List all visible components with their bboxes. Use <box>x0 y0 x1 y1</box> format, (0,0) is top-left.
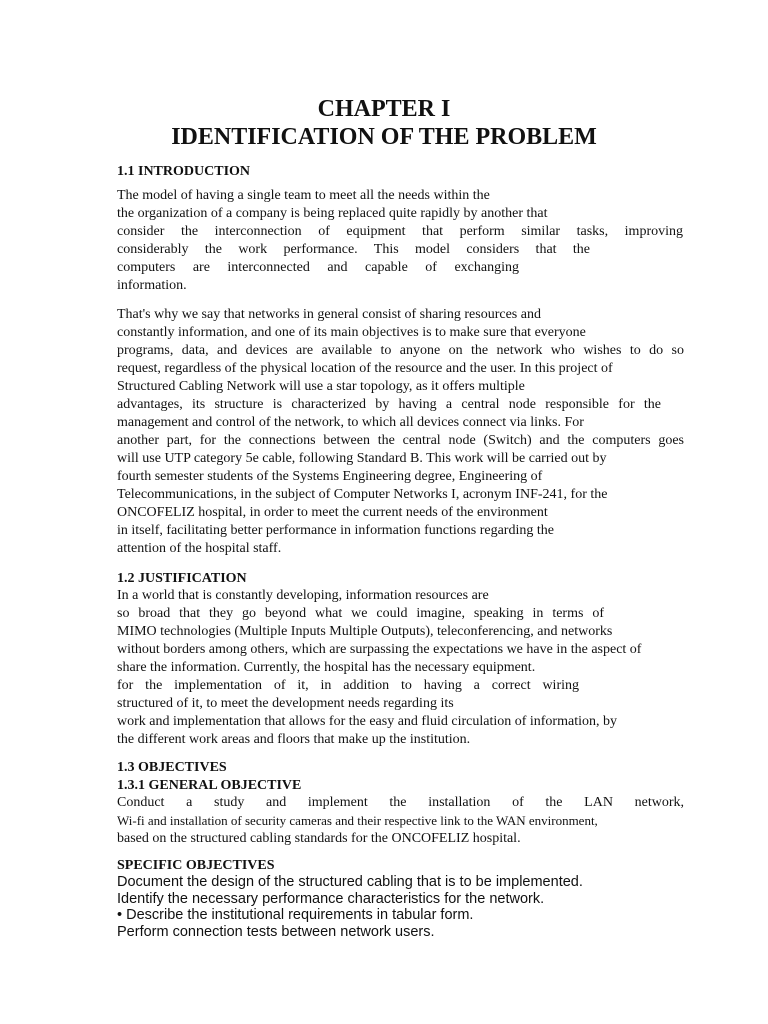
chapter-title: IDENTIFICATION OF THE PROBLEM <box>171 124 597 150</box>
specific-objectives-heading: SPECIFIC OBJECTIVES <box>117 858 275 873</box>
list-item: Identify the necessary performance characteristics for the network. <box>117 890 545 907</box>
text-line: Structured Cabling Network will use a star topology, as it offers multiple <box>117 379 525 394</box>
text-line: In a world that is constantly developing, information resources are <box>117 588 489 603</box>
general-objective-heading: 1.3.1 GENERAL OBJECTIVE <box>117 778 302 793</box>
chapter-number: CHAPTER I <box>317 96 451 122</box>
text-line: so broad that they go beyond what we could imagine, speaking in terms of <box>117 606 604 621</box>
text-line: work and implementation that allows for the easy and fluid circulation of information, by <box>117 714 617 729</box>
justification-paragraph <box>117 587 684 749</box>
introduction-heading: 1.1 INTRODUCTION <box>117 164 251 179</box>
text-line: consider the interconnection of equipment that perform similar tasks, improving <box>117 224 683 239</box>
objectives-heading: 1.3 OBJECTIVES <box>117 760 227 775</box>
text-line: computers are interconnected and capable of exchanging <box>117 260 519 275</box>
general-objective-paragraph <box>117 794 684 848</box>
list-item: Document the design of the structured cabling that is to be implemented. <box>117 874 583 890</box>
text-line: Conduct a study and implement the installation of the LAN network, <box>117 795 684 810</box>
text-line: the different work areas and floors that make up the institution. <box>117 732 471 747</box>
text-line: another part, for the connections between the central node (Switch) and the computers goes <box>117 433 684 448</box>
text-line: MIMO technologies (Multiple Inputs Multiple Outputs), teleconferencing, and networks <box>117 624 613 639</box>
text-line: share the information. Currently, the hospital has the necessary equipment. <box>117 660 536 675</box>
text-line: for the implementation of it, in addition to having a correct wiring <box>117 678 579 693</box>
text-line: Wi-fi and installation of security cameras and their respective link to the WAN environment, <box>117 813 598 828</box>
text-line: ONCOFELIZ hospital, in order to meet the current needs of the environment <box>117 505 548 520</box>
text-line: programs, data, and devices are available to anyone on the network who wishes to do so <box>117 343 684 358</box>
text-line: Telecommunications, in the subject of Computer Networks I, acronym INF-241, for the <box>117 487 608 502</box>
text-line: attention of the hospital staff. <box>117 541 282 556</box>
text-line: information. <box>117 278 187 293</box>
text-line: without borders among others, which are surpassing the expectations we have in the aspect of <box>117 642 642 657</box>
text-line: That's why we say that networks in general consist of sharing resources and <box>117 307 541 322</box>
introduction-paragraph-1 <box>117 187 683 295</box>
text-line: in itself, facilitating better performance in information functions regarding the <box>117 523 554 538</box>
list-item: Perform connection tests between network users. <box>117 923 435 940</box>
text-line: advantages, its structure is characterized by having a central node responsible for the <box>117 397 661 412</box>
specific-objectives-list <box>117 874 684 940</box>
list-item: • Describe the institutional requirements in tabular form. <box>117 907 474 923</box>
text-line: based on the structured cabling standards for the ONCOFELIZ hospital. <box>117 831 521 846</box>
text-line: fourth semester students of the Systems Engineering degree, Engineering of <box>117 469 543 484</box>
text-line: structured of it, to meet the development needs regarding its <box>117 696 454 711</box>
justification-heading: 1.2 JUSTIFICATION <box>117 571 247 586</box>
text-line: constantly information, and one of its main objectives is to make sure that everyone <box>117 325 586 340</box>
text-line: will use UTP category 5e cable, following Standard B. This work will be carried out by <box>117 451 607 466</box>
text-line: the organization of a company is being replaced quite rapidly by another that <box>117 206 548 221</box>
text-line: The model of having a single team to meet all the needs within the <box>117 188 490 203</box>
introduction-paragraph-2 <box>117 306 684 558</box>
text-line: request, regardless of the physical location of the resource and the user. In this project of <box>117 361 613 376</box>
text-line: management and control of the network, to which all devices connect via links. For <box>117 415 584 430</box>
text-line: considerably the work performance. This model considers that the <box>117 242 590 257</box>
